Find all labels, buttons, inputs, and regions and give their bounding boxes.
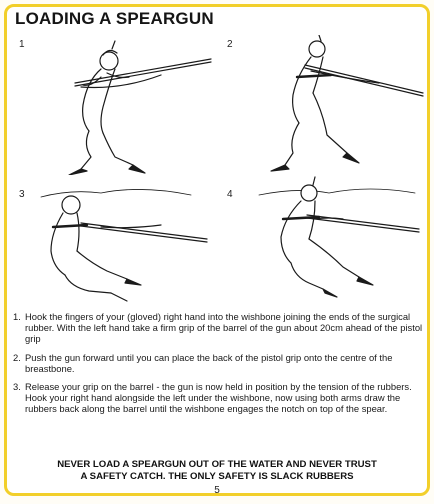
figure-number: 4: [227, 189, 233, 200]
page-number: 5: [214, 485, 220, 496]
instruction-step: [13, 311, 423, 345]
step-number: 1.: [13, 311, 21, 322]
figure-number: 3: [19, 189, 25, 200]
step-number: 3.: [13, 381, 21, 393]
figure-number: 1: [19, 39, 25, 50]
figure-number: 2: [227, 39, 233, 50]
figure-1: [11, 35, 219, 175]
safety-warning: [7, 459, 427, 482]
step-number: 2.: [13, 351, 21, 363]
instruction-step: [13, 381, 423, 415]
warning-line-2: A SAFETY CATCH. THE ONLY SAFETY IS SLACK RUBBERS: [80, 470, 354, 482]
step-text: Hook the fingers of your (gloved) right hand into the wishbone joining the ends of the surgical rubber. With the left hand take a firm grip of the barrel of the gun about 20cm ahead of the pistol grip: [25, 311, 423, 345]
step-text: Release your grip on the barrel - the gun is now held in position by the tension of the rubbers. Hook your right hand alongside the left under the wishbone, now using both arms draw the rubbers back along the barrel until the wishbone engages the notch on top of the spear.: [25, 381, 412, 415]
figure-4: [219, 167, 427, 307]
warning-line-1: NEVER LOAD A SPEARGUN OUT OF THE WATER AND NEVER TRUST: [57, 459, 377, 470]
diver-illustration-3: [11, 167, 219, 307]
page-title: LOADING A SPEARGUN: [15, 9, 214, 28]
manual-page: [4, 4, 430, 496]
figure-3: [11, 167, 219, 307]
diver-illustration-4: [219, 167, 427, 307]
instruction-step: [13, 352, 423, 374]
diver-illustration-1: [11, 35, 219, 175]
figure-2: [219, 35, 427, 175]
step-text: Push the gun forward until you can place the back of the pistol grip onto the centre of the breastbone.: [25, 351, 393, 374]
instruction-list: [13, 311, 423, 422]
diver-illustration-2: [219, 35, 427, 175]
